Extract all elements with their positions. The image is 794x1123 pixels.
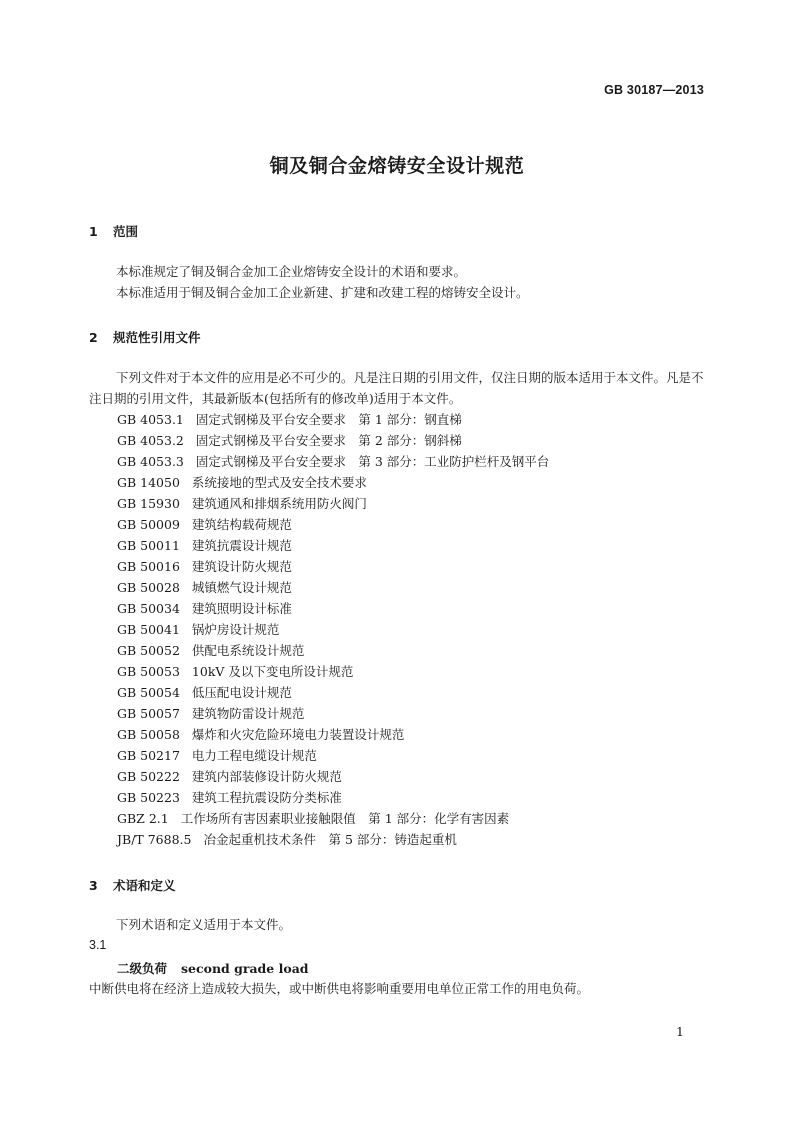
section-title: 范围 xyxy=(113,224,139,239)
reference-code: GB 50011 xyxy=(117,538,180,553)
reference-title: 建筑内部装修设计防火规范 xyxy=(191,769,342,784)
reference-title: 固定式钢梯及平台安全要求 第 1 部分：钢直梯 xyxy=(195,412,462,427)
section-number: 2 xyxy=(89,330,98,345)
reference-code: GB 50053 xyxy=(117,664,180,679)
term-name xyxy=(117,959,309,977)
reference-code: GB 4053.3 xyxy=(117,454,184,469)
reference-item xyxy=(117,409,462,430)
reference-title: 固定式钢梯及平台安全要求 第 3 部分：工业防护栏杆及钢平台 xyxy=(195,454,550,469)
reference-title: 建筑抗震设计规范 xyxy=(191,538,292,553)
term-number: 3.1 xyxy=(89,938,107,952)
reference-title: 建筑设计防火规范 xyxy=(191,559,292,574)
reference-code: GB 50054 xyxy=(117,685,180,700)
section-1-heading xyxy=(89,222,138,240)
reference-item xyxy=(117,661,353,682)
reference-title: 城镇燃气设计规范 xyxy=(191,580,292,595)
reference-item xyxy=(117,556,292,577)
reference-code: GB 50034 xyxy=(117,601,180,616)
reference-title: 锅炉房设计规范 xyxy=(191,622,280,637)
reference-item xyxy=(117,787,342,808)
reference-code: GB 50058 xyxy=(117,727,180,742)
scope-paragraph-2: 本标准适用于铜及铜合金加工企业新建、扩建和改建工程的熔铸安全设计。 xyxy=(116,285,529,300)
reference-item xyxy=(117,808,509,829)
reference-code: GB 4053.2 xyxy=(117,433,184,448)
reference-item xyxy=(117,640,304,661)
reference-item xyxy=(117,514,292,535)
reference-item xyxy=(117,619,279,640)
reference-code: GB 50222 xyxy=(117,769,180,784)
reference-item xyxy=(117,535,292,556)
references-intro: 下列文件对于本文件的应用是必不可少的。凡是注日期的引用文件，仅注日期的版本适用于本文件。凡是不注日期的引用文件，其最新版本(包括所有的修改单)适用于本文件。 xyxy=(89,370,704,406)
reference-code: GB 50052 xyxy=(117,643,180,658)
section-2-heading xyxy=(89,328,201,346)
reference-title: 冶金起重机技术条件 第 5 部分：铸造起重机 xyxy=(203,832,457,847)
term-definition: 中断供电将在经济上造成较大损失，或中断供电将影响重要用电单位正常工作的用电负荷。 xyxy=(89,981,590,996)
section-3-heading xyxy=(89,876,176,894)
standard-code: GB 30187—2013 xyxy=(604,83,704,97)
reference-item xyxy=(117,451,549,472)
reference-code: GB 50009 xyxy=(117,517,180,532)
reference-code: GB 50217 xyxy=(117,748,180,763)
reference-item xyxy=(117,766,342,787)
section-number: 3 xyxy=(89,878,98,893)
reference-item xyxy=(117,493,367,514)
reference-code: GB 15930 xyxy=(117,496,180,511)
section-title: 术语和定义 xyxy=(113,878,176,893)
reference-code: JB/T 7688.5 xyxy=(117,832,192,847)
reference-title: 10kV 及以下变电所设计规范 xyxy=(191,664,354,679)
reference-item xyxy=(117,682,292,703)
reference-title: 固定式钢梯及平台安全要求 第 2 部分：钢斜梯 xyxy=(195,433,462,448)
reference-title: 供配电系统设计规范 xyxy=(191,643,305,658)
reference-item xyxy=(117,745,317,766)
reference-title: 建筑工程抗震设防分类标准 xyxy=(191,790,342,805)
reference-item xyxy=(117,703,304,724)
reference-item xyxy=(117,829,457,850)
reference-title: 建筑通风和排烟系统用防火阀门 xyxy=(191,496,367,511)
reference-title: 工作场所有害因素职业接触限值 第 1 部分：化学有害因素 xyxy=(180,811,510,826)
page-number: 1 xyxy=(676,1024,684,1039)
reference-code: GBZ 2.1 xyxy=(117,811,169,826)
reference-code: GB 4053.1 xyxy=(117,412,184,427)
term-name-cn: 二级负荷 xyxy=(117,961,168,976)
terms-intro: 下列术语和定义适用于本文件。 xyxy=(116,917,292,932)
reference-title: 系统接地的型式及安全技术要求 xyxy=(191,475,367,490)
reference-code: GB 50057 xyxy=(117,706,180,721)
reference-item xyxy=(117,577,292,598)
reference-title: 爆炸和火灾危险环境电力装置设计规范 xyxy=(191,727,405,742)
reference-item xyxy=(117,430,462,451)
term-name-en: second grade load xyxy=(181,961,309,976)
reference-title: 建筑照明设计标准 xyxy=(191,601,292,616)
reference-item xyxy=(117,472,367,493)
section-title: 规范性引用文件 xyxy=(113,330,201,345)
section-number: 1 xyxy=(89,224,98,239)
reference-code: GB 50016 xyxy=(117,559,180,574)
scope-paragraph-1: 本标准规定了铜及铜合金加工企业熔铸安全设计的术语和要求。 xyxy=(116,264,467,279)
document-title: 铜及铜合金熔铸安全设计规范 xyxy=(269,155,525,177)
reference-title: 电力工程电缆设计规范 xyxy=(191,748,317,763)
reference-item xyxy=(117,598,292,619)
reference-title: 建筑结构载荷规范 xyxy=(191,517,292,532)
reference-code: GB 14050 xyxy=(117,475,180,490)
reference-code: GB 50041 xyxy=(117,622,180,637)
reference-title: 建筑物防雷设计规范 xyxy=(191,706,305,721)
reference-code: GB 50223 xyxy=(117,790,180,805)
reference-code: GB 50028 xyxy=(117,580,180,595)
reference-item xyxy=(117,724,404,745)
reference-title: 低压配电设计规范 xyxy=(191,685,292,700)
